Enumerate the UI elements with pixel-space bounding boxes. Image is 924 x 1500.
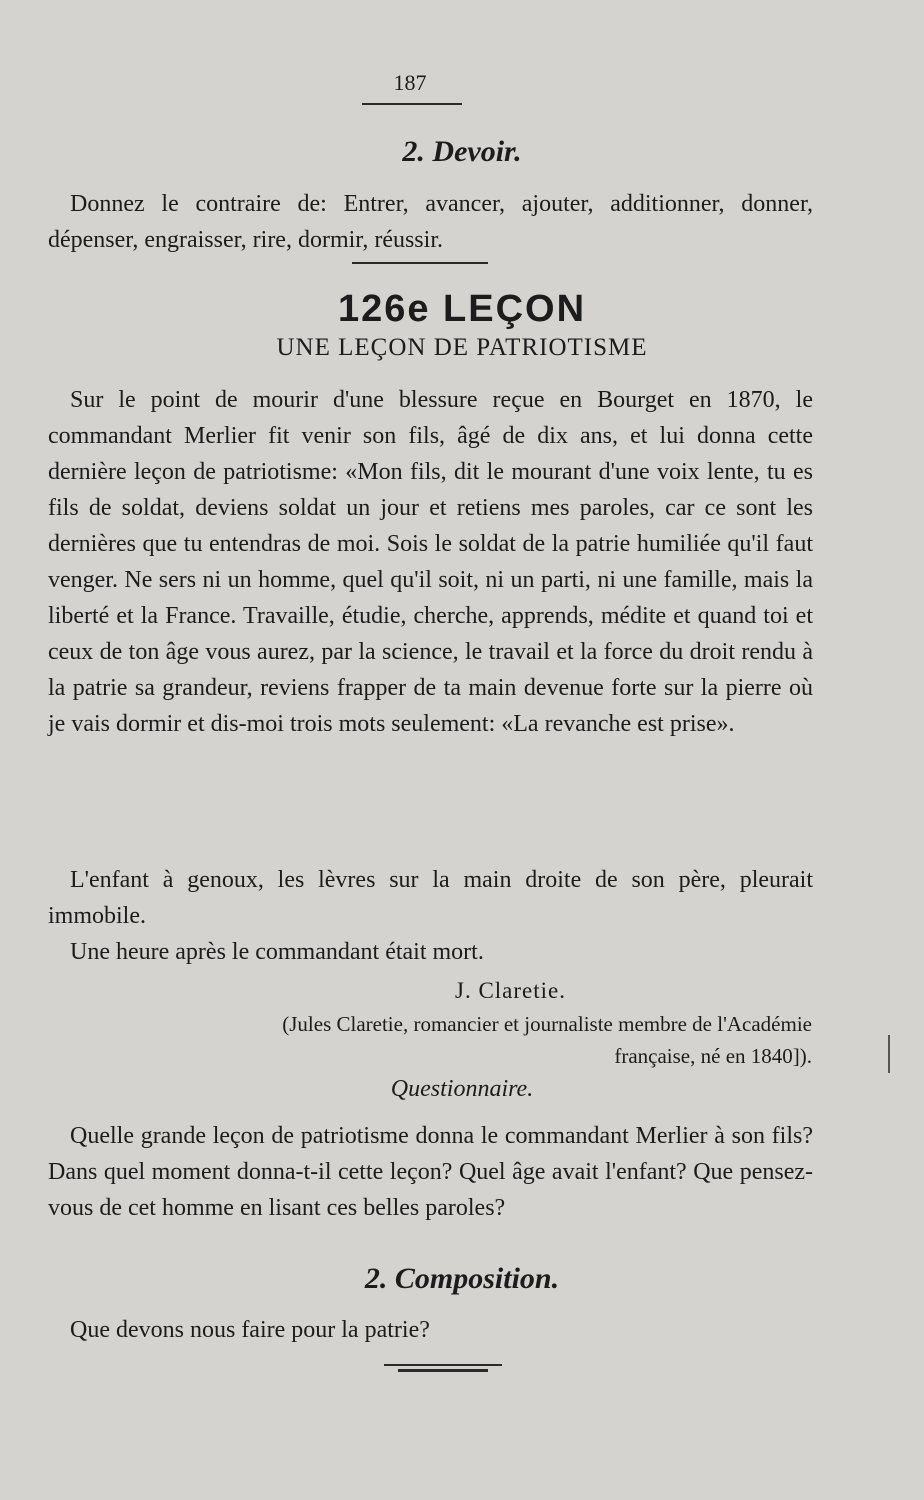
questionnaire-heading: Questionnaire. [390,1076,534,1102]
section-divider [352,262,488,264]
margin-mark [888,1035,890,1073]
lesson-title: UNE LEÇON DE PATRIOTISME [276,334,648,361]
questionnaire-text: Quelle grande leçon de patriotisme donna le commandant Merlier à son fils? Dans quel moment donna-t-il cette leçon? Quel âge avait l'enfant? Que pensez-vous de cet homme en lisant ces belles paroles? [48,1123,813,1221]
author-signature: J. Claretie. [455,978,566,1003]
lesson-paragraph-2: L'enfant à genoux, les lèvres sur la main droite de son père, pleurait immobile. [48,867,813,929]
devoir-text: Donnez le contraire de: Entrer, avancer, ajouter, additionner, donner, dépenser, engraisser, rire, dormir, réussir. [48,191,813,253]
end-ornament [384,1364,502,1374]
lesson-paragraph-1: Sur le point de mourir d'une blessure reçue en Bourget en 1870, le commandant Merlier fit venir son fils, âgé de dix ans, et lui donna cette dernière leçon de patriotisme: «Mon fils, dit le mourant d'une voix lente, tu es fils de soldat, deviens soldat un jour et retiens mes paroles, car ce sont les dernières que tu entendras de moi. Sois le soldat de la patrie humiliée qu'il faut venger. Ne sers ni un homme, quel qu'il soit, ni un parti, ni une famille, mais la liberté et la France. Travaille, étudie, cherche, apprends, médite et quand toi et ceux de ton âge vous aurez, par la science, le travail et la force du droit rendu à la patrie sa grandeur, reviens frapper de ta main devenue forte sur la pierre où je vais dormir et dis-moi trois mots seulement: «La revanche est prise». [48,387,813,737]
lesson-number: 126e LEÇON [337,288,587,330]
devoir-heading: 2. Devoir. [402,135,522,168]
lesson-paragraph-3: Une heure après le commandant était mort. [70,939,484,965]
composition-heading: 2. Composition. [364,1262,560,1295]
page-number-rule [362,103,462,105]
page-number: 187 [393,70,427,95]
author-note: (Jules Claretie, romancier et journaliste membre de l'Académie française, né en 1840]). [282,1012,812,1068]
composition-text: Que devons nous faire pour la patrie? [70,1317,430,1343]
